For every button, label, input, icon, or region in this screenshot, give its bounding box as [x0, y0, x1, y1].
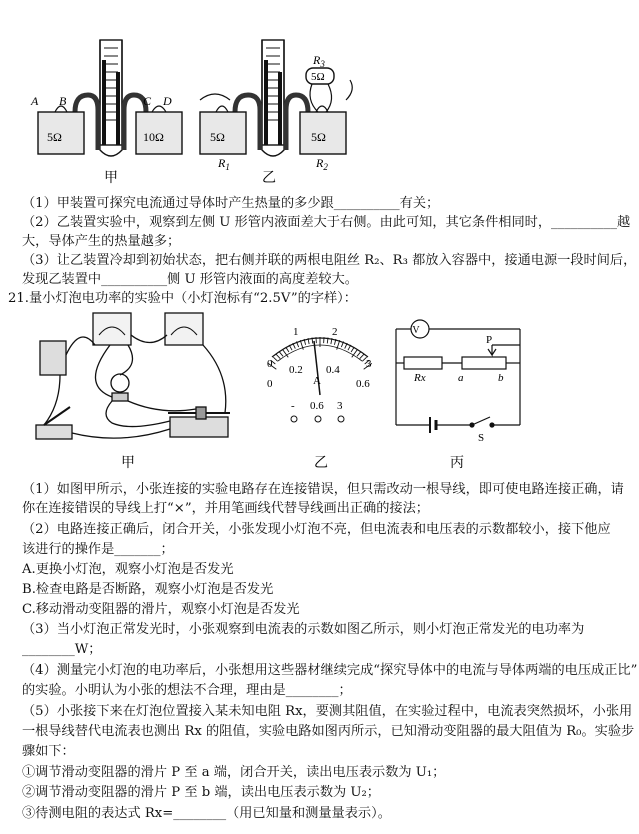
q21-step3: ③待测电阻的表达式 Rx=________（用已知量和测量量表示）。 [22, 806, 391, 821]
scale-top-3: 3 [366, 358, 372, 370]
dial-tick [286, 347, 289, 352]
dial-tick [273, 357, 277, 361]
p-label: P [486, 334, 493, 346]
dial-tick [276, 354, 280, 358]
q21-p2-b: 该进行的操作是_______； [22, 542, 174, 557]
q20-item3-b: 发现乙装置中__________侧 U 形管内液面的高度差较大。 [22, 272, 358, 287]
q21-option-a: A.更换小灯泡，观察小灯泡是否发光 [22, 562, 234, 577]
scale-top-2: 2 [332, 326, 338, 338]
q21-step2: ②调节滑动变阻器的滑片 P 至 b 端，读出电压表示数为 U₂； [22, 785, 380, 800]
scale-top-1: 1 [293, 326, 299, 338]
q21-p3-b: ________W； [22, 642, 102, 657]
q21-p4-a: （4）测量完小灯泡的电功率后，小张想用这些器材继续完成“探究导体中的电流与导体两端的电压成正比” [22, 663, 638, 678]
switch-label: S [478, 432, 485, 444]
resistor-rx [404, 357, 442, 369]
terminal-d: D [163, 94, 172, 108]
a-label: a [458, 372, 464, 384]
terminal-minus: - [291, 400, 295, 412]
terminal-3: 3 [337, 400, 343, 412]
label-10ohm: 10Ω [143, 130, 164, 144]
fig-label-yi: 乙 [314, 455, 328, 471]
q21-p5-a: （5）小张接下来在灯泡位置接入某未知电阻 Rx，要测其阻值，在实验过程中，电流表突然损坏，小张用 [22, 704, 633, 719]
fig-label-bing: 丙 [450, 455, 464, 471]
q21-p1-a: （1）如图甲所示，小张连接的实验电路存在连接错误，但只需改动一根导线，即可使电路连接正确，请 [22, 482, 624, 497]
label-5ohm-r1: 5Ω [210, 130, 225, 144]
fig-joule-heating-devices [0, 0, 639, 185]
dial-tick [279, 352, 283, 357]
q20-item1: （1）甲装置可探究电流通过导体时产生热量的多少跟__________有关； [22, 196, 440, 211]
label-5ohm-left: 5Ω [47, 130, 62, 144]
terminal-b: B [59, 94, 67, 108]
scale-bottom-3: 0.6 [356, 378, 370, 390]
dial-tick [360, 354, 364, 358]
label-r1: $R_1$ [218, 156, 230, 172]
dial-tick [357, 352, 361, 357]
fig-label-jia: 甲 [121, 455, 135, 471]
q21-p5-c: 骤如下： [22, 744, 75, 759]
fig-label-jia-top: 甲 [104, 170, 118, 185]
terminal-0-6: 0.6 [310, 400, 324, 412]
label-r2: $R_2$ [316, 156, 328, 172]
fig-jia-physical-circuit [36, 313, 230, 439]
q20-item2-a: （2）乙装置实验中，观察到左侧 U 形管内液面差大于右侧。由此可知，其它条件相同时，__________越 [22, 215, 631, 230]
q20-item2-b: 大，导体产生的热量越多； [22, 234, 181, 249]
b-label: b [498, 372, 504, 384]
fig-yi-ammeter-dial [267, 326, 372, 422]
q20-item3-a: （3）让乙装置冷却到初始状态，把右侧并联的两根电阻丝 R₂、R₃ 都放入容器中，接通电源一段时间后， [22, 253, 637, 268]
q21-p1-b: 你在连接错误的导线上打“×”，并用笔画线代替导线画出正确的接法； [22, 501, 429, 516]
q21-p3-a: （3）当小灯泡正常发光时，小张观察到电流表的示数如图乙所示，则小灯泡正常发光的电功率为 [22, 622, 585, 637]
scale-bottom-0: 0 [267, 378, 273, 390]
rheostat-symbol [462, 357, 506, 369]
label-r3-value: 5Ω [311, 71, 325, 83]
q21-p4-b: 的实验。小明认为小张的想法不合理，理由是________； [22, 683, 352, 698]
voltmeter-label: V [412, 325, 420, 336]
scale-top-0: 0 [267, 358, 273, 370]
ammeter-unit: A [313, 375, 321, 387]
q21-option-b: B.检查电路是否断路，观察小灯泡是否发光 [22, 582, 274, 597]
terminal-c: C [143, 94, 152, 108]
q21-option-c: C.移动滑动变阻器的滑片，观察小灯泡是否发光 [22, 602, 300, 617]
q21-p5-b: 一根导线替代电流表也测出 Rx 的阻值，实验电路如图丙所示，已知滑动变阻器的最大阻值为 R₀。实验步 [22, 724, 635, 739]
label-5ohm-r2: 5Ω [311, 130, 326, 144]
scale-bottom-2: 0.4 [326, 364, 340, 376]
scale-bottom-1: 0.2 [289, 364, 303, 376]
terminal-a: A [31, 94, 39, 108]
q21-title: 21.量小灯泡电功率的实验中（小灯泡标有“2.5V”的字样）： [8, 291, 357, 306]
fig-label-yi-top: 乙 [262, 170, 276, 185]
rx-label: Rx [414, 372, 426, 384]
fig-q21-circuits [0, 305, 639, 475]
label-r3: $R_3$ [313, 53, 325, 69]
q21-step1: ①调节滑动变阻器的滑片 P 至 a 端，闭合开关，读出电压表示数为 U₁； [22, 765, 446, 780]
q21-p2-a: （2）电路连接正确后，闭合开关，小张发现小灯泡不亮，但电流表和电压表的示数都较小，接下他应 [22, 522, 611, 537]
dial-tick [351, 347, 354, 352]
